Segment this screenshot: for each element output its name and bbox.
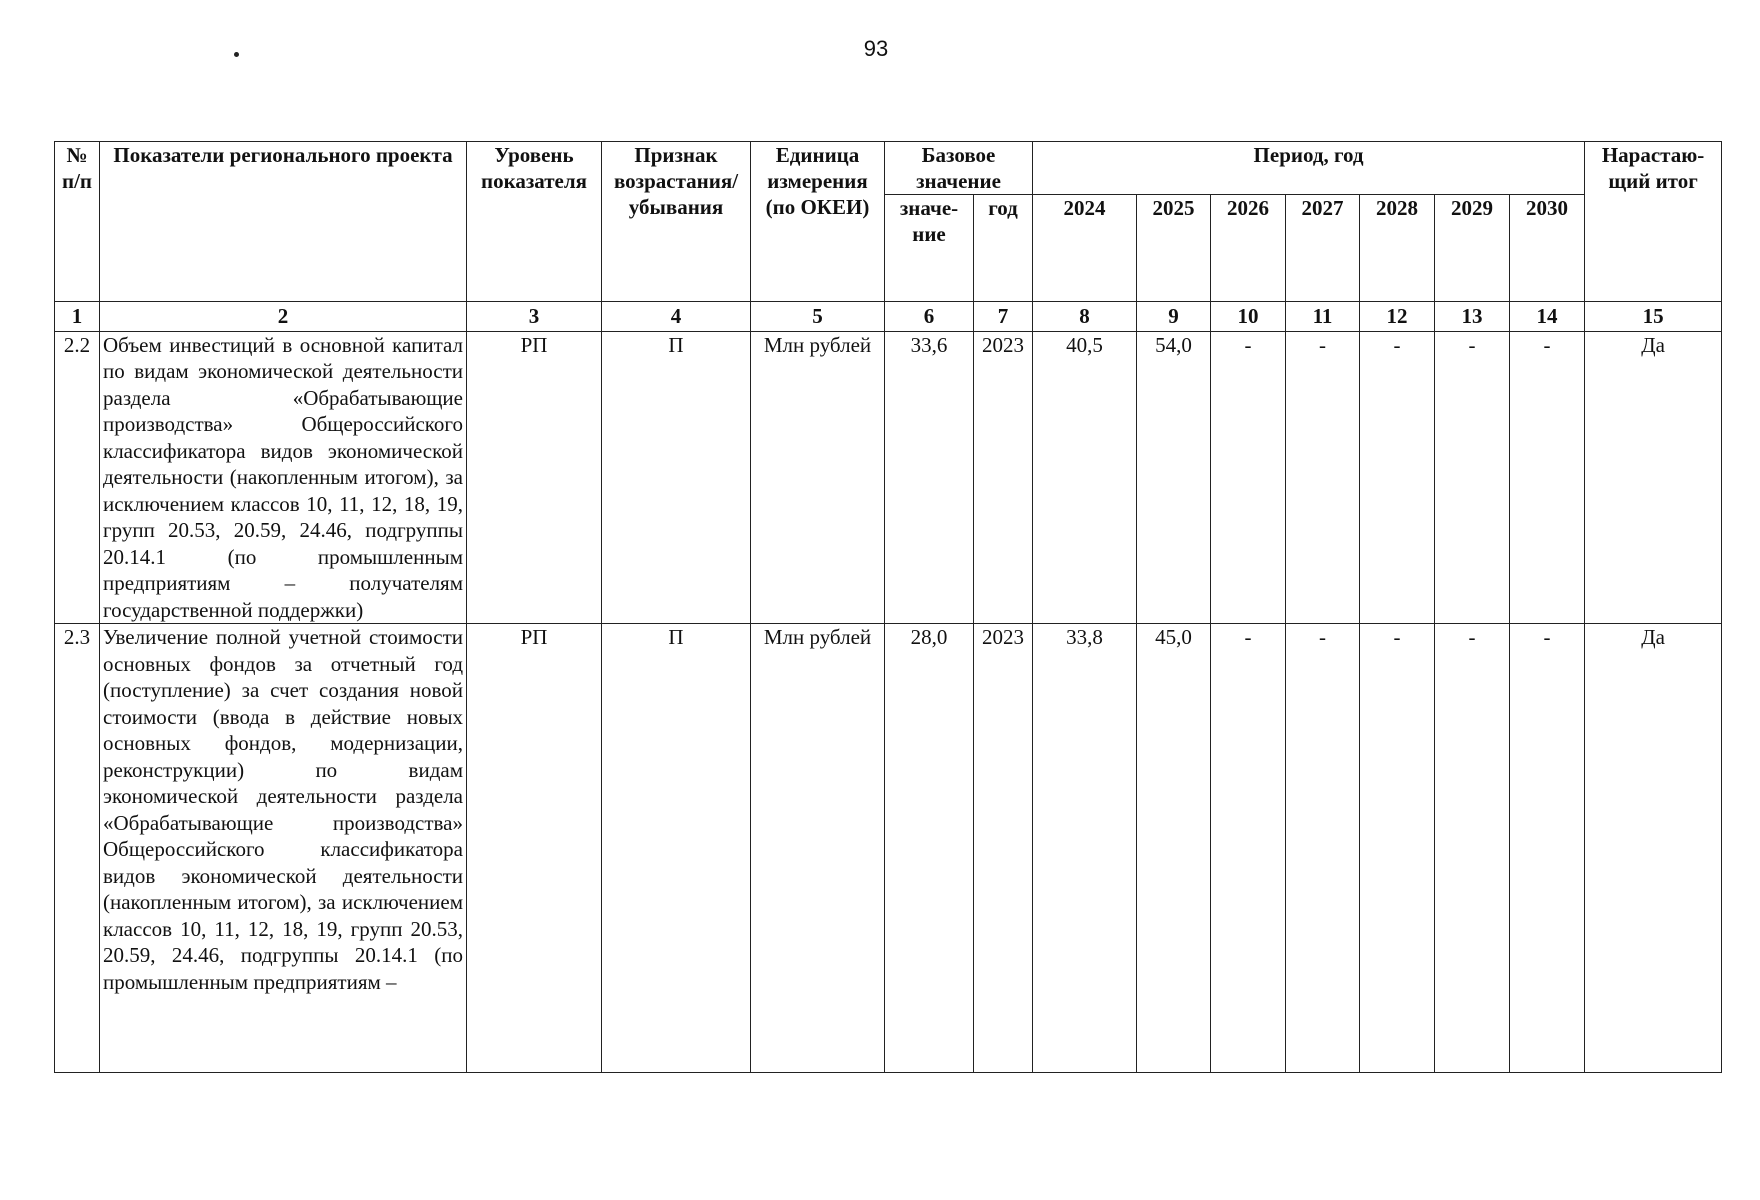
- row-year-value: -: [1510, 331, 1585, 624]
- table-row: [55, 331, 1722, 624]
- column-number: 4: [602, 302, 751, 332]
- row-base-value: 28,0: [885, 624, 974, 1073]
- row-unit: Млн рублей: [751, 331, 885, 624]
- row-year-value: -: [1510, 624, 1585, 1073]
- header-year: 2024: [1033, 195, 1137, 302]
- column-number: 15: [1585, 302, 1722, 332]
- row-base-year: 2023: [974, 624, 1033, 1073]
- column-number: 9: [1137, 302, 1211, 332]
- table-row: [55, 624, 1722, 1073]
- column-number: 14: [1510, 302, 1585, 332]
- column-number: 12: [1360, 302, 1435, 332]
- header-base-value: значе-ние: [885, 195, 974, 302]
- header-sign: Признак возрастания/ убывания: [602, 142, 751, 302]
- column-number-row: [55, 302, 1722, 332]
- header-indicator: Показатели регионального проекта: [100, 142, 467, 302]
- row-year-value: 40,5: [1033, 331, 1137, 624]
- header-level: Уровень показателя: [467, 142, 602, 302]
- row-year-value: -: [1211, 624, 1286, 1073]
- header-unit: Единица измерения (по ОКЕИ): [751, 142, 885, 302]
- row-indicator-cell: [100, 624, 467, 1073]
- row-year-value: 45,0: [1137, 624, 1211, 1073]
- row-year-value: -: [1360, 331, 1435, 624]
- indicators-table: [54, 141, 1722, 1073]
- row-year-value: -: [1360, 624, 1435, 1073]
- column-number: 7: [974, 302, 1033, 332]
- header-year: 2029: [1435, 195, 1510, 302]
- row-cumulative: Да: [1585, 624, 1722, 1073]
- header-base: Базовое значение: [885, 142, 1033, 195]
- row-indicator: Увеличение полной учетной стоимости основных фондов за отчетный год (поступление) за счет создания новой стоимости (ввода в действие новых основных фондов, модернизации, реконструкции) по видам экономической деятельности раздела «Обрабатывающие производства» Общероссийского классификатора видов экономической деятельности (накопленным итогом), за исключением классов 10, 11, 12, 18, 19, групп 20.53, 20.59, 24.46, подгруппы 20.14.1 (по промышленным предприятиям –: [103, 625, 463, 994]
- header-year: 2027: [1286, 195, 1360, 302]
- row-num: 2.2: [55, 331, 100, 624]
- row-level: РП: [467, 331, 602, 624]
- row-level: РП: [467, 624, 602, 1073]
- column-number: 13: [1435, 302, 1510, 332]
- column-number: 3: [467, 302, 602, 332]
- header-year: 2030: [1510, 195, 1585, 302]
- header-year: 2028: [1360, 195, 1435, 302]
- row-year-value: -: [1286, 624, 1360, 1073]
- header-base-year: год: [974, 195, 1033, 302]
- header-year: 2026: [1211, 195, 1286, 302]
- row-year-value: 33,8: [1033, 624, 1137, 1073]
- row-sign: П: [602, 331, 751, 624]
- column-number: 8: [1033, 302, 1137, 332]
- column-number: 2: [100, 302, 467, 332]
- row-indicator: Объем инвестиций в основной капитал по видам экономической деятельности раздела «Обрабатывающие производства» Общероссийского классификатора видов экономической деятельности (накопленным итогом), за исключением классов 10, 11, 12, 18, 19, групп 20.53, 20.59, 24.46, подгруппы 20.14.1 (по промышленным предприятиям – получателям государственной поддержки): [100, 331, 467, 624]
- row-year-value: -: [1211, 331, 1286, 624]
- scan-speck: [234, 52, 239, 57]
- row-year-value: -: [1286, 331, 1360, 624]
- row-base-year: 2023: [974, 331, 1033, 624]
- row-num: 2.3: [55, 624, 100, 1073]
- column-number: 5: [751, 302, 885, 332]
- header-row-1: [55, 142, 1722, 195]
- row-unit: Млн рублей: [751, 624, 885, 1073]
- header-num: № п/п: [55, 142, 100, 302]
- header-period: Период, год: [1033, 142, 1585, 195]
- column-number: 10: [1211, 302, 1286, 332]
- row-base-value: 33,6: [885, 331, 974, 624]
- page-number: 93: [863, 36, 889, 61]
- row-sign: П: [602, 624, 751, 1073]
- row-cumulative: Да: [1585, 331, 1722, 624]
- row-year-value: -: [1435, 624, 1510, 1073]
- header-cumulative: Нарастаю-щий итог: [1585, 142, 1722, 302]
- column-number: 6: [885, 302, 974, 332]
- header-year: 2025: [1137, 195, 1211, 302]
- row-year-value: 54,0: [1137, 331, 1211, 624]
- row-year-value: -: [1435, 331, 1510, 624]
- column-number: 11: [1286, 302, 1360, 332]
- column-number: 1: [55, 302, 100, 332]
